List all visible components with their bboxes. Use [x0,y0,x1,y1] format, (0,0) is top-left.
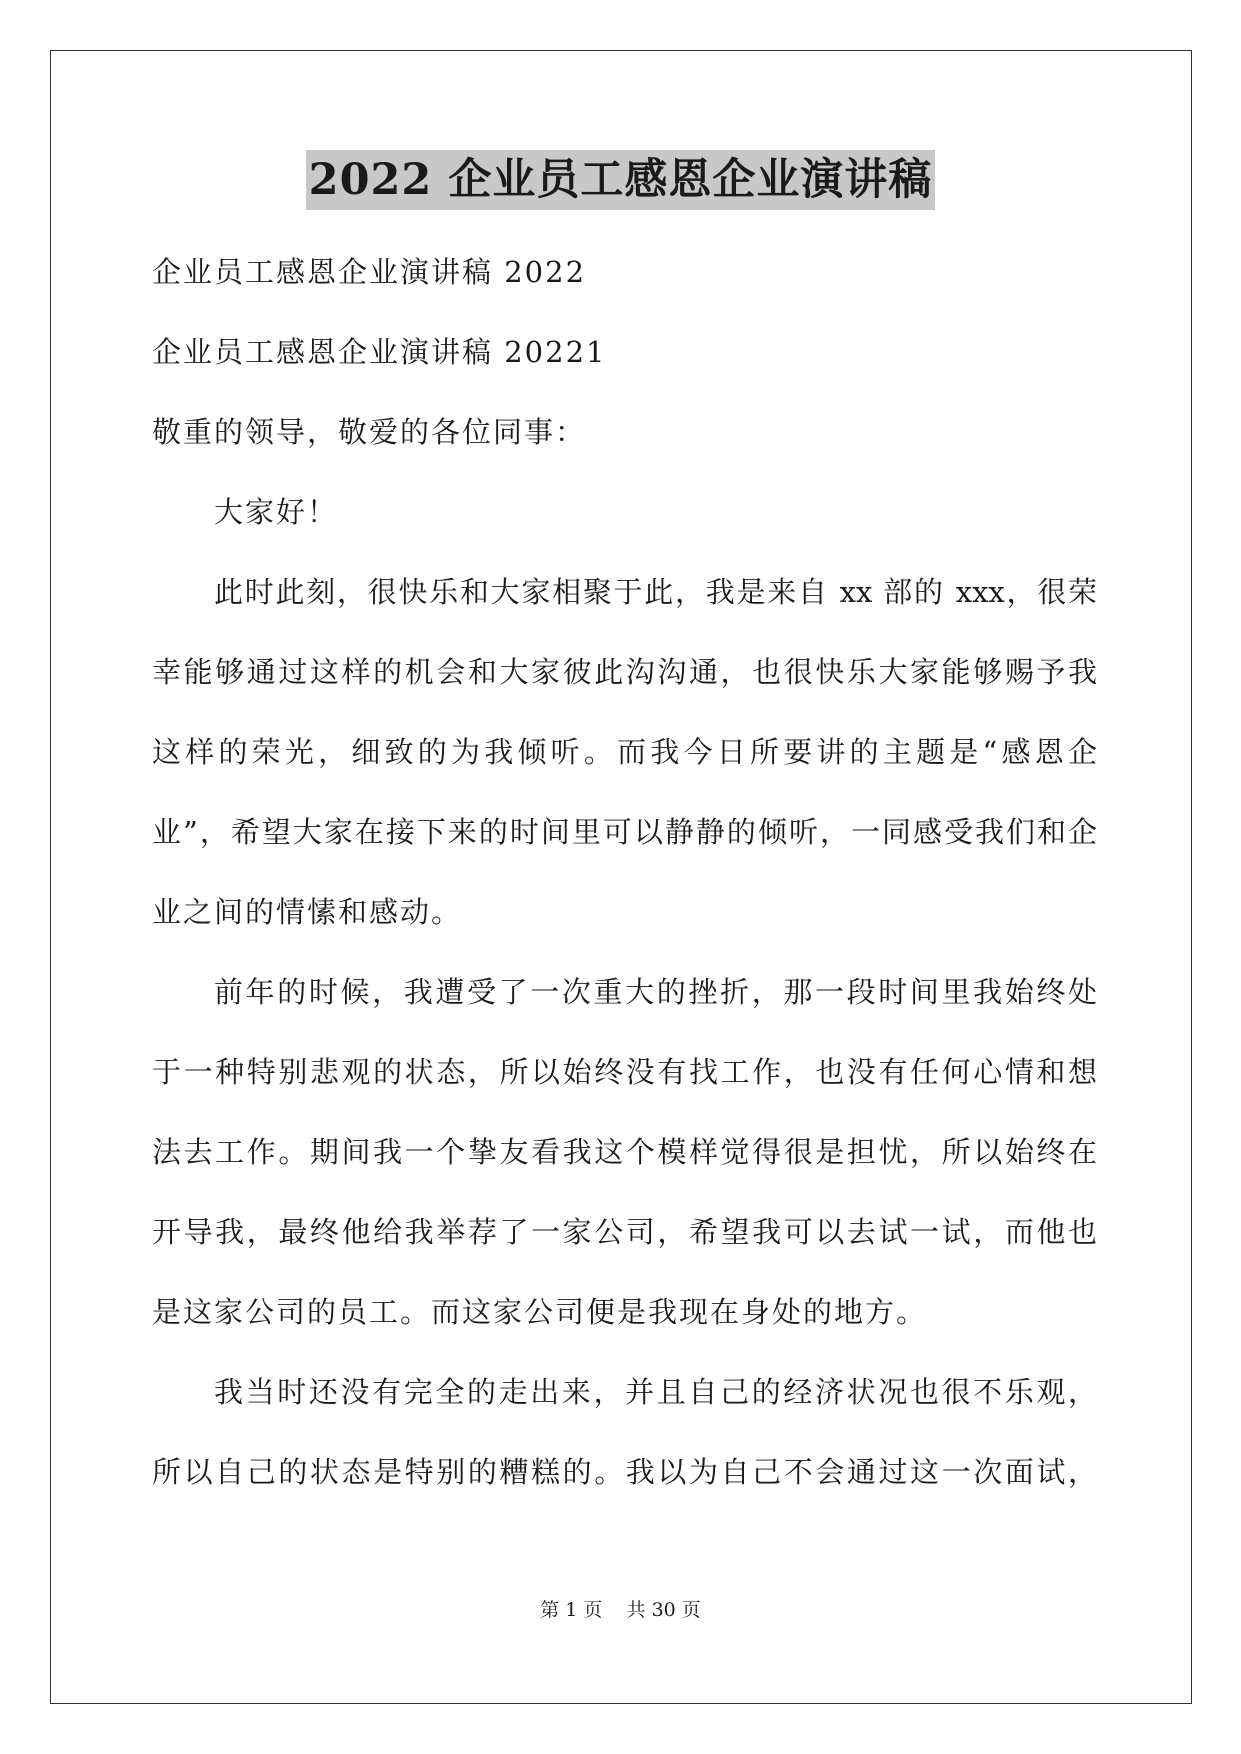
page-number-footer: 第 1 页 共 30 页 [540,1599,701,1621]
paragraph-line: 幸能够通过这样的机会和大家彼此沟沟通，也很快乐大家能够赐予我 [152,655,1097,689]
heading-line-1: 企业员工感恩企业演讲稿 2022 [152,255,587,289]
paragraph-line: 开导我，最终他给我举荐了一家公司，希望我可以去试一试，而他也 [152,1215,1097,1249]
paragraph-line: 所以自己的状态是特别的糟糕的。我以为自己不会通过这一次面试， [152,1455,1097,1489]
paragraph-line: 是这家公司的员工。而这家公司便是我现在身处的地方。 [152,1295,928,1329]
paragraph-line: 业”，希望大家在接下来的时间里可以静静的倾听，一同感受我们和企 [152,815,1097,849]
heading-line-2: 企业员工感恩企业演讲稿 20221 [152,335,607,369]
document-title: 2022 企业员工感恩企业演讲稿 [306,150,936,210]
paragraph-line: 前年的时候，我遭受了一次重大的挫折，那一段时间里我始终处 [214,975,1097,1009]
paragraph-line: 此时此刻，很快乐和大家相聚于此，我是来自 xx 部的 xxx，很荣 [214,575,1097,609]
paragraph-line: 这样的荣光，细致的为我倾听。而我今日所要讲的主题是“感恩企 [152,735,1097,769]
title-container [0,150,1241,210]
salutation: 敬重的领导，敬爱的各位同事： [152,415,587,449]
greeting: 大家好！ [214,495,339,529]
paragraph-line: 业之间的情愫和感动。 [152,895,463,929]
paragraph-line: 法去工作。期间我一个挚友看我这个模样觉得很是担忧，所以始终在 [152,1135,1097,1169]
document-body [152,232,1097,1512]
paragraph-line: 于一种特别悲观的状态，所以始终没有找工作，也没有任何心情和想 [152,1055,1097,1089]
paragraph-line: 我当时还没有完全的走出来，并且自己的经济状况也很不乐观， [214,1375,1097,1409]
